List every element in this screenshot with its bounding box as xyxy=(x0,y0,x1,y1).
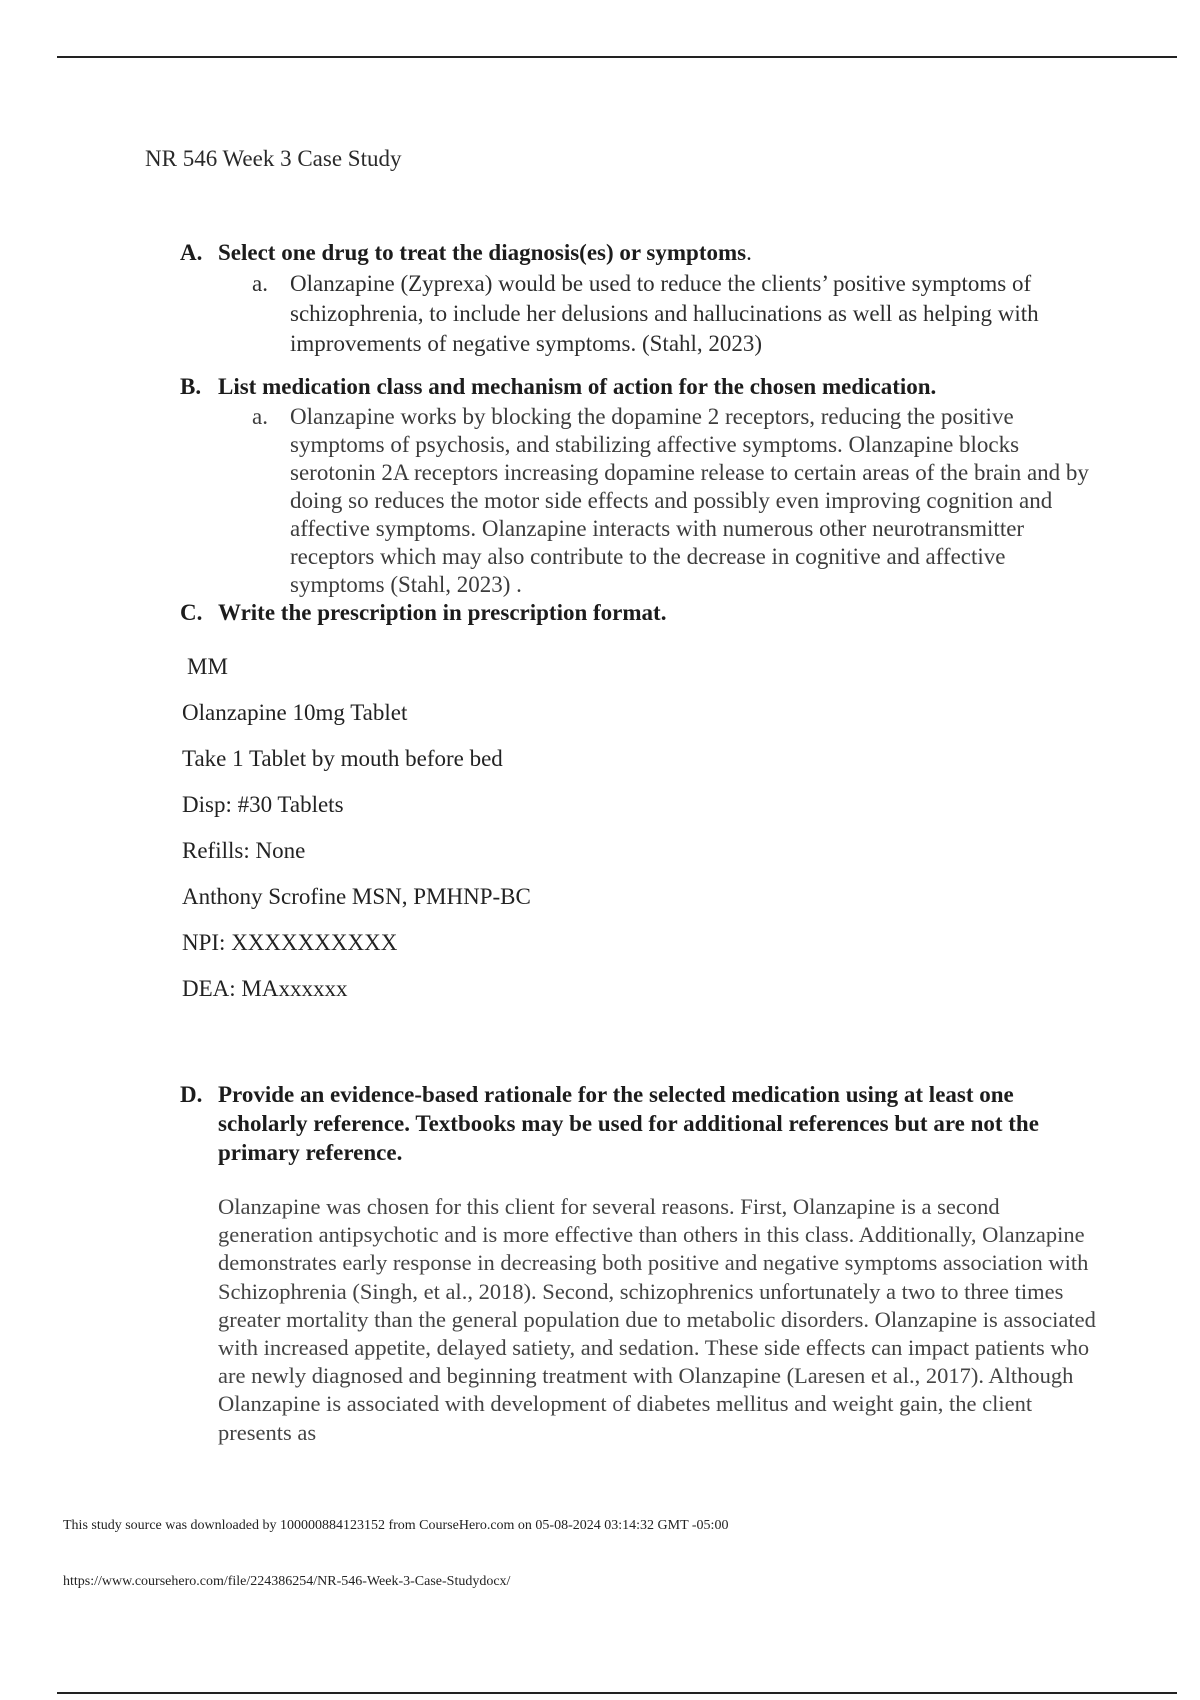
section-c-letter: C. xyxy=(180,600,203,625)
section-d xyxy=(180,1080,1100,1447)
bottom-rule xyxy=(57,1692,1177,1694)
footer-url[interactable]: https://www.coursehero.com/file/224386254/NR-546-Week-3-Case-Studydocx/ xyxy=(63,1574,511,1589)
rx-disp: Disp: #30 Tablets xyxy=(182,792,344,817)
rx-refills: Refills: None xyxy=(182,838,306,863)
section-b-heading xyxy=(180,372,1100,401)
section-a-item-text: Olanzapine (Zyprexa) would be used to reduce the clients’ positive symptoms of schizophrenia, to include her delusions and hallucinations as well as helping with improvements of negative symptoms. (Stahl, 2023) xyxy=(290,271,1039,356)
rx-drug: Olanzapine 10mg Tablet xyxy=(182,700,408,725)
rx-sig: Take 1 Tablet by mouth before bed xyxy=(182,746,503,771)
section-a-heading xyxy=(180,238,1100,267)
footer-source-note: This study source was downloaded by 100000884123152 from CourseHero.com on 05-08-2024 03:14:32 GMT -05:00 xyxy=(63,1518,729,1533)
section-a-heading-punct: . xyxy=(746,240,752,265)
rx-npi: NPI: XXXXXXXXXX xyxy=(182,930,398,955)
section-b xyxy=(180,372,1100,599)
section-c-heading-text: Write the prescription in prescription format. xyxy=(218,600,667,625)
section-b-letter: B. xyxy=(180,374,202,399)
section-d-heading-text: Provide an evidence-based rationale for the selected medication using at least one scholarly reference. Textbooks may be used for additional references but are not the primary reference. xyxy=(218,1082,1039,1165)
section-b-heading-text: List medication class and mechanism of action for the chosen medication. xyxy=(218,374,937,399)
section-c xyxy=(180,598,1100,627)
section-a-item xyxy=(180,269,1100,359)
top-rule xyxy=(57,56,1177,58)
section-a xyxy=(180,238,1100,359)
rx-patient: MM xyxy=(187,654,228,679)
rx-dea: DEA: MAxxxxxx xyxy=(182,976,348,1001)
section-d-letter: D. xyxy=(180,1082,203,1107)
section-a-item-letter: a. xyxy=(252,271,268,296)
section-b-item-text: Olanzapine works by blocking the dopamine 2 receptors, reducing the positive symptoms of psychosis, and stabilizing affective symptoms. Olanzapine blocks serotonin 2A receptors increasing dopamine release to certain areas of the brain and by doing so reduces the motor side effects and possibly even improving cognition and affective symptoms. Olanzapine interacts with numerous other neurotransmitter receptors which may also contribute to the decrease in cognitive and affective symptoms (Stahl, 2023) . xyxy=(290,404,1089,597)
section-b-item-letter: a. xyxy=(252,404,268,429)
section-a-heading-text: Select one drug to treat the diagnosis(es) or symptoms xyxy=(218,240,747,265)
rx-prescriber: Anthony Scrofine MSN, PMHNP-BC xyxy=(182,884,531,909)
document-title: NR 546 Week 3 Case Study xyxy=(145,146,402,171)
section-d-heading xyxy=(180,1080,1100,1167)
section-c-heading xyxy=(180,598,1100,627)
section-b-item xyxy=(180,403,1100,599)
section-d-rationale: Olanzapine was chosen for this client for several reasons. First, Olanzapine is a second generation antipsychotic and is more effective than others in this class. Additionally, Olanzapine demonstrates early response in decreasing both positive and negative symptoms association with Schizophrenia (Singh, et al., 2018). Second, schizophrenics unfortunately a two to three times greater mortality than the general population due to metabolic disorders. Olanzapine is associated with increased appetite, delayed satiety, and sedation. These side effects can impact patients who are newly diagnosed and beginning treatment with Olanzapine (Laresen et al., 2017). Although Olanzapine is associated with development of diabetes mellitus and weight gain, the client presents as xyxy=(218,1194,1096,1445)
section-a-letter: A. xyxy=(180,240,203,265)
